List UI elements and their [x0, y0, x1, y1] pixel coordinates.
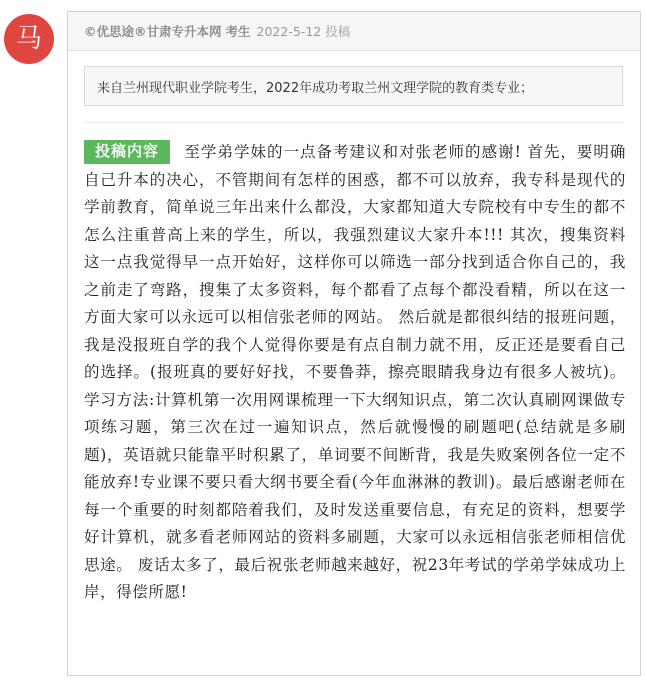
avatar: 马 — [4, 14, 54, 64]
post-content — [84, 139, 626, 607]
post-header — [68, 12, 640, 51]
post-card — [67, 11, 641, 676]
author-role: 考生 — [225, 24, 251, 39]
post-date: 2022-5-12 — [256, 23, 322, 39]
author-intro-text: 来自兰州现代职业学院考生，2022年成功考取兰州文理学院的教育类专业； — [97, 80, 534, 96]
post-body-text: 至学弟学妹的一点备考建议和对张老师的感谢! 首先，要明确自己升本的决心，不管期间有怎样的困惑，都不可以放弃，我专科是现代的学前教育，简单说三年出来什么都没，大家都知道大专院校有中专生的都不怎么注重普高上来的学生，所以，我强烈建议大家升本!!! 其次，搜集资料 这一点我觉得早一点开始好，这样你可以筛选一部分找到适合你自己的，我之前走了弯路，搜集了太多资料，每个都看了点每个都没看精，所以在这一方面大家可以永远可以相信张老师的网站。 然后就是都很纠结的报班问题，我是没报班自学的我个人觉得你要是有点自制力就不用，反正还是要看自己的选择。(报班真的要好好找，不要鲁莽，擦亮眼睛我身边有很多人被坑)。学习方法:计算机第一次用网课梳理一下大纲知识点，第二次认真刷网课做专项练习题，第三次在过一遍知识点，然后就慢慢的刷题吧(总结就是多刷题)，英语就只能靠平时积累了，单词要不间断背，我是失败案例各位一定不能放弃!专业课不要只看大纲书要全看(今年血淋淋的教训)。最后感谢老师在每一个重要的时刻都陪着我们，及时发送重要信息，有充足的资料，想要学好计算机，就多看老师网站的资料多刷题，大家可以永远相信张老师相信优思途。 废话太多了，最后祝张老师越来越好，祝23年考试的学弟学妹成功上岸，得偿所愿! — [84, 143, 626, 601]
source-label: ©优思途®甘肃专升本网 — [84, 24, 222, 39]
content-badge: 投稿内容 — [84, 140, 170, 164]
divider — [84, 122, 623, 123]
author-intro-box — [84, 66, 623, 106]
post-action-label: 投稿 — [325, 24, 351, 39]
